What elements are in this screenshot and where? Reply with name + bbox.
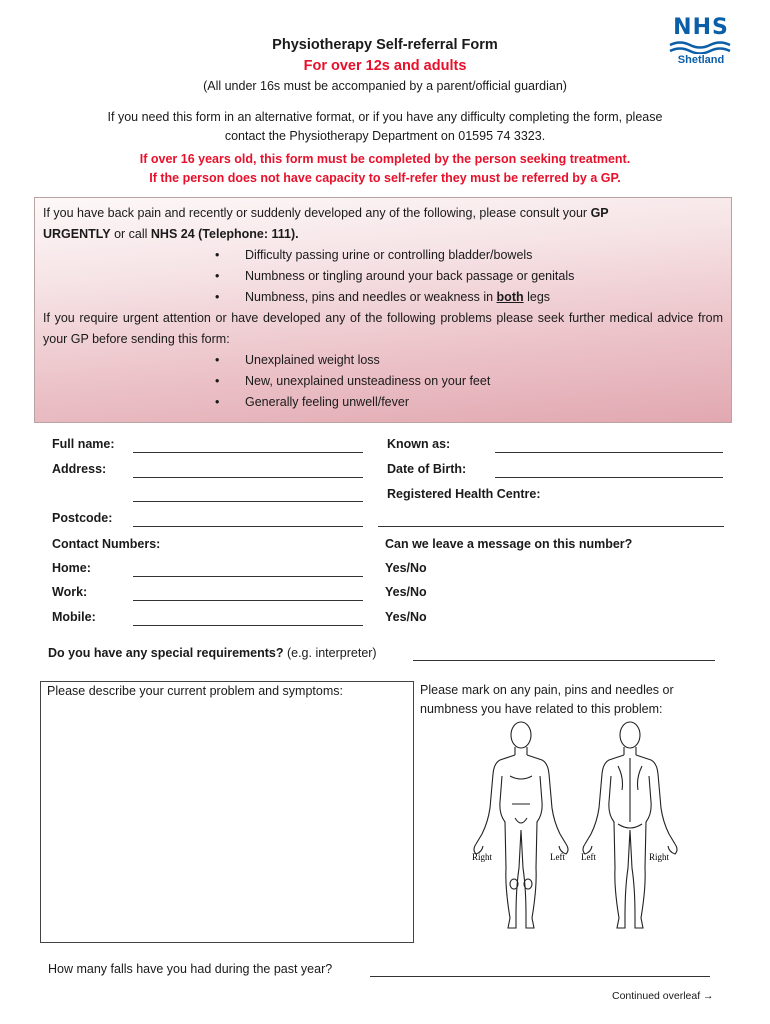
body-front-figure (474, 722, 568, 928)
consent-warning (40, 150, 730, 188)
legs-item-both: both (496, 290, 524, 304)
special-question-text: Do you have any special requirements? (48, 646, 284, 660)
body-chart-instructions: Please mark on any pain, pins and needles or numbness you have related to this problem: (420, 683, 674, 716)
known-as-field[interactable] (495, 452, 723, 453)
advice-symptom-list (43, 350, 723, 413)
full-name-label: Full name: (52, 437, 115, 451)
dob-label: Date of Birth: (387, 462, 467, 476)
alert-nhs24: NHS 24 (Telephone: 111). (150, 227, 299, 241)
legs-item-text: Numbness, pins and needles or weakness in (245, 290, 497, 304)
logo-brand: NHS (668, 16, 734, 40)
home-phone-label: Home: (52, 561, 91, 575)
body-back-figure (583, 722, 677, 928)
urgent-item (43, 287, 723, 308)
back-left-label: Left (581, 852, 596, 862)
front-left-label: Left (550, 852, 565, 862)
back-right-label: Right (649, 852, 670, 862)
home-yes-no[interactable]: Yes/No (385, 561, 427, 575)
mobile-phone-label: Mobile: (52, 610, 96, 624)
postcode-field[interactable] (133, 526, 363, 527)
legs-item-end: legs (523, 290, 551, 304)
warning-line-2: If the person does not have capacity to self-refer they must be referred by a GP. (149, 171, 621, 185)
leave-message-label: Can we leave a message on this number? (385, 537, 633, 551)
info-line-2: contact the Physiotherapy Department on 01595 74 3323. (224, 129, 546, 143)
logo-region: Shetland (677, 54, 725, 66)
alt-format-info (40, 108, 730, 146)
advice-item: • Generally feeling unwell/fever (43, 392, 723, 413)
work-phone-field[interactable] (133, 600, 363, 601)
falls-question: How many falls have you had during the past year? (48, 962, 333, 976)
form-subtitle: For over 12s and adults (303, 58, 467, 74)
urgent-symptom-list (43, 245, 723, 308)
full-name-field[interactable] (133, 452, 363, 453)
falls-field[interactable] (370, 976, 710, 977)
warning-line-1: If over 16 years old, this form must be completed by the person seeking treatment. (139, 152, 631, 166)
special-requirements-question (48, 646, 377, 660)
urgent-item: • Difficulty passing urine or controlling bladder/bowels (43, 245, 723, 266)
urgent-item: • Numbness or tingling around your back passage or genitals (43, 266, 723, 287)
red-flag-alert-box (34, 197, 732, 423)
health-centre-field[interactable] (378, 526, 724, 527)
front-right-label: Right (472, 852, 493, 862)
form-title: Physiotherapy Self-referral Form (272, 37, 498, 53)
health-centre-label: Registered Health Centre: (387, 487, 541, 501)
info-line-1: If you need this form in an alternative format, or if you have any difficulty completing the form, please (107, 110, 663, 124)
address-field-1[interactable] (133, 477, 363, 478)
contact-numbers-label: Contact Numbers: (52, 537, 161, 551)
dob-field[interactable] (495, 477, 723, 478)
home-phone-field[interactable] (133, 576, 363, 577)
special-requirements-field[interactable] (413, 660, 715, 661)
problem-description-box[interactable] (40, 681, 414, 943)
alert-intro (43, 203, 723, 245)
special-example: (e.g. interpreter) (283, 646, 377, 660)
work-yes-no[interactable]: Yes/No (385, 585, 427, 599)
continued-overleaf: Continued overleaf → (612, 990, 714, 1002)
alert-intro-text: If you have back pain and recently or suddenly developed any of the following, please consult your (43, 206, 591, 220)
address-label: Address: (52, 462, 107, 476)
alert-urgently: URGENTLY (43, 227, 111, 241)
mobile-yes-no[interactable]: Yes/No (385, 610, 427, 624)
problem-description-label: Please describe your current problem and symptoms: (47, 684, 343, 698)
guardian-note: (All under 16s must be accompanied by a parent/official guardian) (203, 79, 567, 93)
advice-item: • Unexplained weight loss (43, 350, 723, 371)
alert-second-intro: If you require urgent attention or have developed any of the following problems please seek further medical advice from your GP before sending this form: (43, 311, 723, 346)
work-phone-label: Work: (52, 585, 88, 599)
body-chart[interactable] (458, 718, 698, 936)
alert-or-call: or call (110, 227, 151, 241)
known-as-label: Known as: (387, 437, 451, 451)
address-field-2[interactable] (133, 501, 363, 502)
postcode-label: Postcode: (52, 511, 113, 525)
advice-item: • New, unexplained unsteadiness on your feet (43, 371, 723, 392)
alert-gp: GP (590, 206, 609, 220)
mobile-phone-field[interactable] (133, 625, 363, 626)
